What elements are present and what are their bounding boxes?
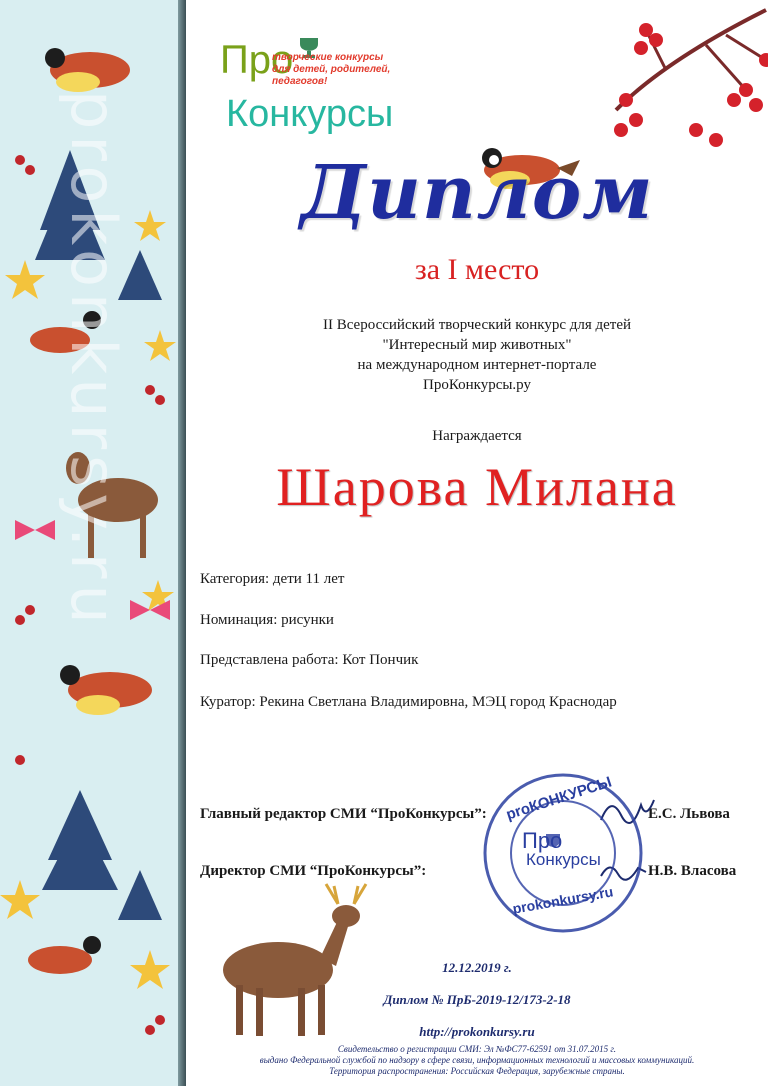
logo-konkursy-text: Конкурсы xyxy=(226,93,394,135)
editor-role: Главный редактор СМИ “ПроКонкурсы”: xyxy=(200,806,487,822)
curator-field: Куратор: Рекина Светлана Владимировна, МЭЦ город Краснодар xyxy=(200,694,617,710)
border-edge xyxy=(178,0,186,1086)
registration-info xyxy=(186,1044,768,1077)
recipient-name: Шарова Милана xyxy=(276,457,678,517)
contest-line: на международном интернет-портале xyxy=(357,357,597,373)
registration-line: Территория распространения: Российская Федерация, зарубежные страны. xyxy=(329,1066,625,1076)
registration-line: выдано Федеральной службой по надзору в сфере связи, информационных технологий и массовых коммуникаций. xyxy=(259,1055,695,1065)
nomination-field: Номинация: рисунки xyxy=(200,612,334,628)
place-label: за I место xyxy=(414,253,540,286)
contest-line: II Всероссийский творческий конкурс для детей xyxy=(322,317,632,333)
awarded-label: Награждается xyxy=(432,428,522,444)
diploma-content xyxy=(186,0,768,1086)
work-field: Представлена работа: Кот Пончик xyxy=(200,652,419,668)
website-url[interactable]: http://prokonkursy.ru xyxy=(419,1024,535,1039)
diploma-date: 12.12.2019 г. xyxy=(442,960,512,975)
berry-branch-illustration xyxy=(606,0,768,170)
director-name: Н.В. Власова xyxy=(648,863,737,879)
registration-line: Свидетельство о регистрации СМИ: Эл №ФС77-62591 от 31.07.2015 г. xyxy=(337,1044,617,1054)
official-stamp xyxy=(482,772,644,934)
logo-tagline: творческие конкурсы для детей, родителей, педагогов! xyxy=(272,52,391,87)
contest-line: "Интересный мир животных" xyxy=(382,337,572,353)
stamp-center-konkursy: Конкурсы xyxy=(526,850,601,869)
logo-pro-text: Про xyxy=(220,38,294,82)
prokonkursy-logo xyxy=(220,40,400,136)
contest-line: ПроКонкурсы.ру xyxy=(423,377,531,393)
stamp-center-pro: Про xyxy=(522,828,563,853)
stamp-bottom-text: prokonkursy.ru xyxy=(511,883,615,917)
watermark-text: prokonkursy.ru xyxy=(57,90,130,630)
category-field: Категория: дети 11 лет xyxy=(200,571,345,587)
director-role: Директор СМИ “ПроКонкурсы”: xyxy=(200,863,427,879)
editor-name: Е.С. Львова xyxy=(648,806,730,822)
contest-description xyxy=(186,315,768,395)
diploma-title: Диплом xyxy=(300,150,654,236)
stamp-top-text: proКОНКУРСЫ xyxy=(504,773,614,824)
decorative-border xyxy=(0,0,186,1086)
diploma-number: Диплом № ПрБ-2019-12/173-2-18 xyxy=(383,992,571,1007)
